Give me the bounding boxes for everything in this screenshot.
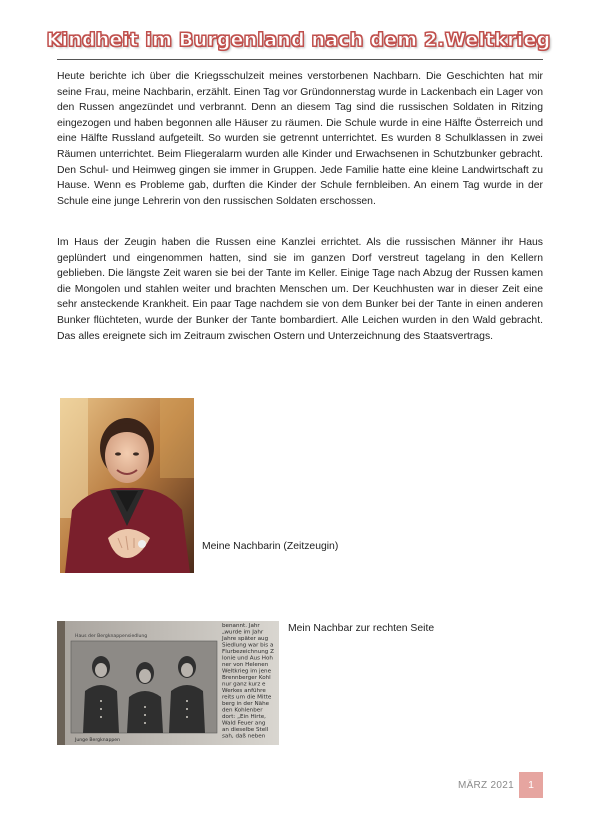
neighbor-portrait-illustration <box>60 398 194 573</box>
clipping-text-line: Wald Feuer ang <box>222 720 266 727</box>
clipping-text-line: dort: „Ein Hirte, <box>222 714 266 720</box>
clipping-text-line: sah, daß neben <box>222 733 266 740</box>
newspaper-clipping-illustration <box>57 621 279 745</box>
clipping-text-line: an dieselbe Stell <box>222 727 269 733</box>
clipping-text-line: Brennberger Kohl <box>222 675 271 681</box>
clipping-text-line: ner von Helenen <box>222 662 269 668</box>
paragraph-2: Im Haus der Zeugin haben die Russen eine Kanzlei errichtet. Als die russischen Männer ihr Haus geplündert und eingenommen hatten, sind sie im ganzen Dorf verstreut tagelang in den Kellern geblieben. Die längste Zeit waren sie bei der Tante im Keller. Einige Tage nach Abzug der Russen kamen die Mongolen und stahlen weiter und brachten Menschen um. Der Keuchhusten war in dieser Zeit eine sehr ansteckende Krankheit. Ein paar Tage nachdem sie von dem Bunker bei der Tante in einen anderen Bunker flüchteten, wurde der Bunker der Tante bombardiert. Alle Leichen wurden in den Wald gebracht. Das alles ereignete sich im Zeitraum zwischen Ostern und Unterzeichnung des Staatsvertrags. <box>57 237 543 342</box>
page-title: Kindheit im Burgenland nach dem 2.Weltkrieg <box>46 29 551 51</box>
footer-date: MÄRZ 2021 <box>457 780 514 791</box>
clipping-text-line: benannt. Jahr <box>222 623 260 629</box>
clipping-text-line: Siedlung war bis a <box>222 642 274 649</box>
page-number: 1 <box>528 779 534 791</box>
clipping-bottom-caption: Junge Bergknappen <box>75 738 121 743</box>
clipping-text-line: „wurde im Jahr <box>222 629 264 636</box>
newspaper-clipping-photo <box>57 621 279 745</box>
clipping-text-line: nur ganz kurz e <box>222 681 266 688</box>
clipping-text-line: Weltkrieg im jene <box>222 668 272 675</box>
clipping-text-line: berg in der Nähe <box>222 701 270 707</box>
clipping-text-line: Flurbezeichnung Z <box>222 649 274 655</box>
photo1-caption: Meine Nachbarin (Zeitzeugin) <box>202 541 339 552</box>
neighbor-portrait-photo <box>60 398 194 573</box>
paragraph-1: Heute berichte ich über die Kriegsschulzeit meines verstorbenen Nachbarn. Die Geschichten hat mir seine Frau, meine Nachbarin, erzählt. Einen Tag vor Gründonnerstag wurde in Lackenbach ein Lager von den Russen angezündet und verbrannt. Denn an diesem Tag sind die russischen Soldaten in Ritzing eingezogen und haben begonnen alle Häuser zu räumen. Die Schule wurde in eine Hälfte Österreich und eine Hälfte Russland aufgeteilt. So wurden sie getrennt unterrichtet. Es wurden 8 Schulklassen in zwei Räumen unterrichtet. Beim Fliegeralarm wurden alle Kinder und Erwachsenen in Schutzbunker gebracht. Den Schul- und Heimweg gingen sie immer in Gruppen. Jede Familie hatte eine kleine Landwirtschaft zu Hause. Wenn es Probleme gab, durften die Kinder der Schule fernbleiben. An einem Tag wurde in der Schule eine junge Lehrerin von den russischen Soldaten erschossen. <box>57 71 543 207</box>
title-divider <box>57 59 543 60</box>
clipping-text-line: lonie und Aus Hoh <box>222 655 273 662</box>
clipping-text-line: Werkes anführe <box>222 688 266 694</box>
clipping-text-line: Jahre später aug <box>222 636 269 642</box>
page-number-badge <box>519 772 543 798</box>
clipping-header-caption: Haus der Bergknappensiedlung <box>75 634 148 639</box>
clipping-text-line: den Kohlenber <box>222 707 263 714</box>
photo2-caption: Mein Nachbar zur rechten Seite <box>288 623 435 634</box>
clipping-text-line: reits um die Mitte <box>222 694 272 701</box>
